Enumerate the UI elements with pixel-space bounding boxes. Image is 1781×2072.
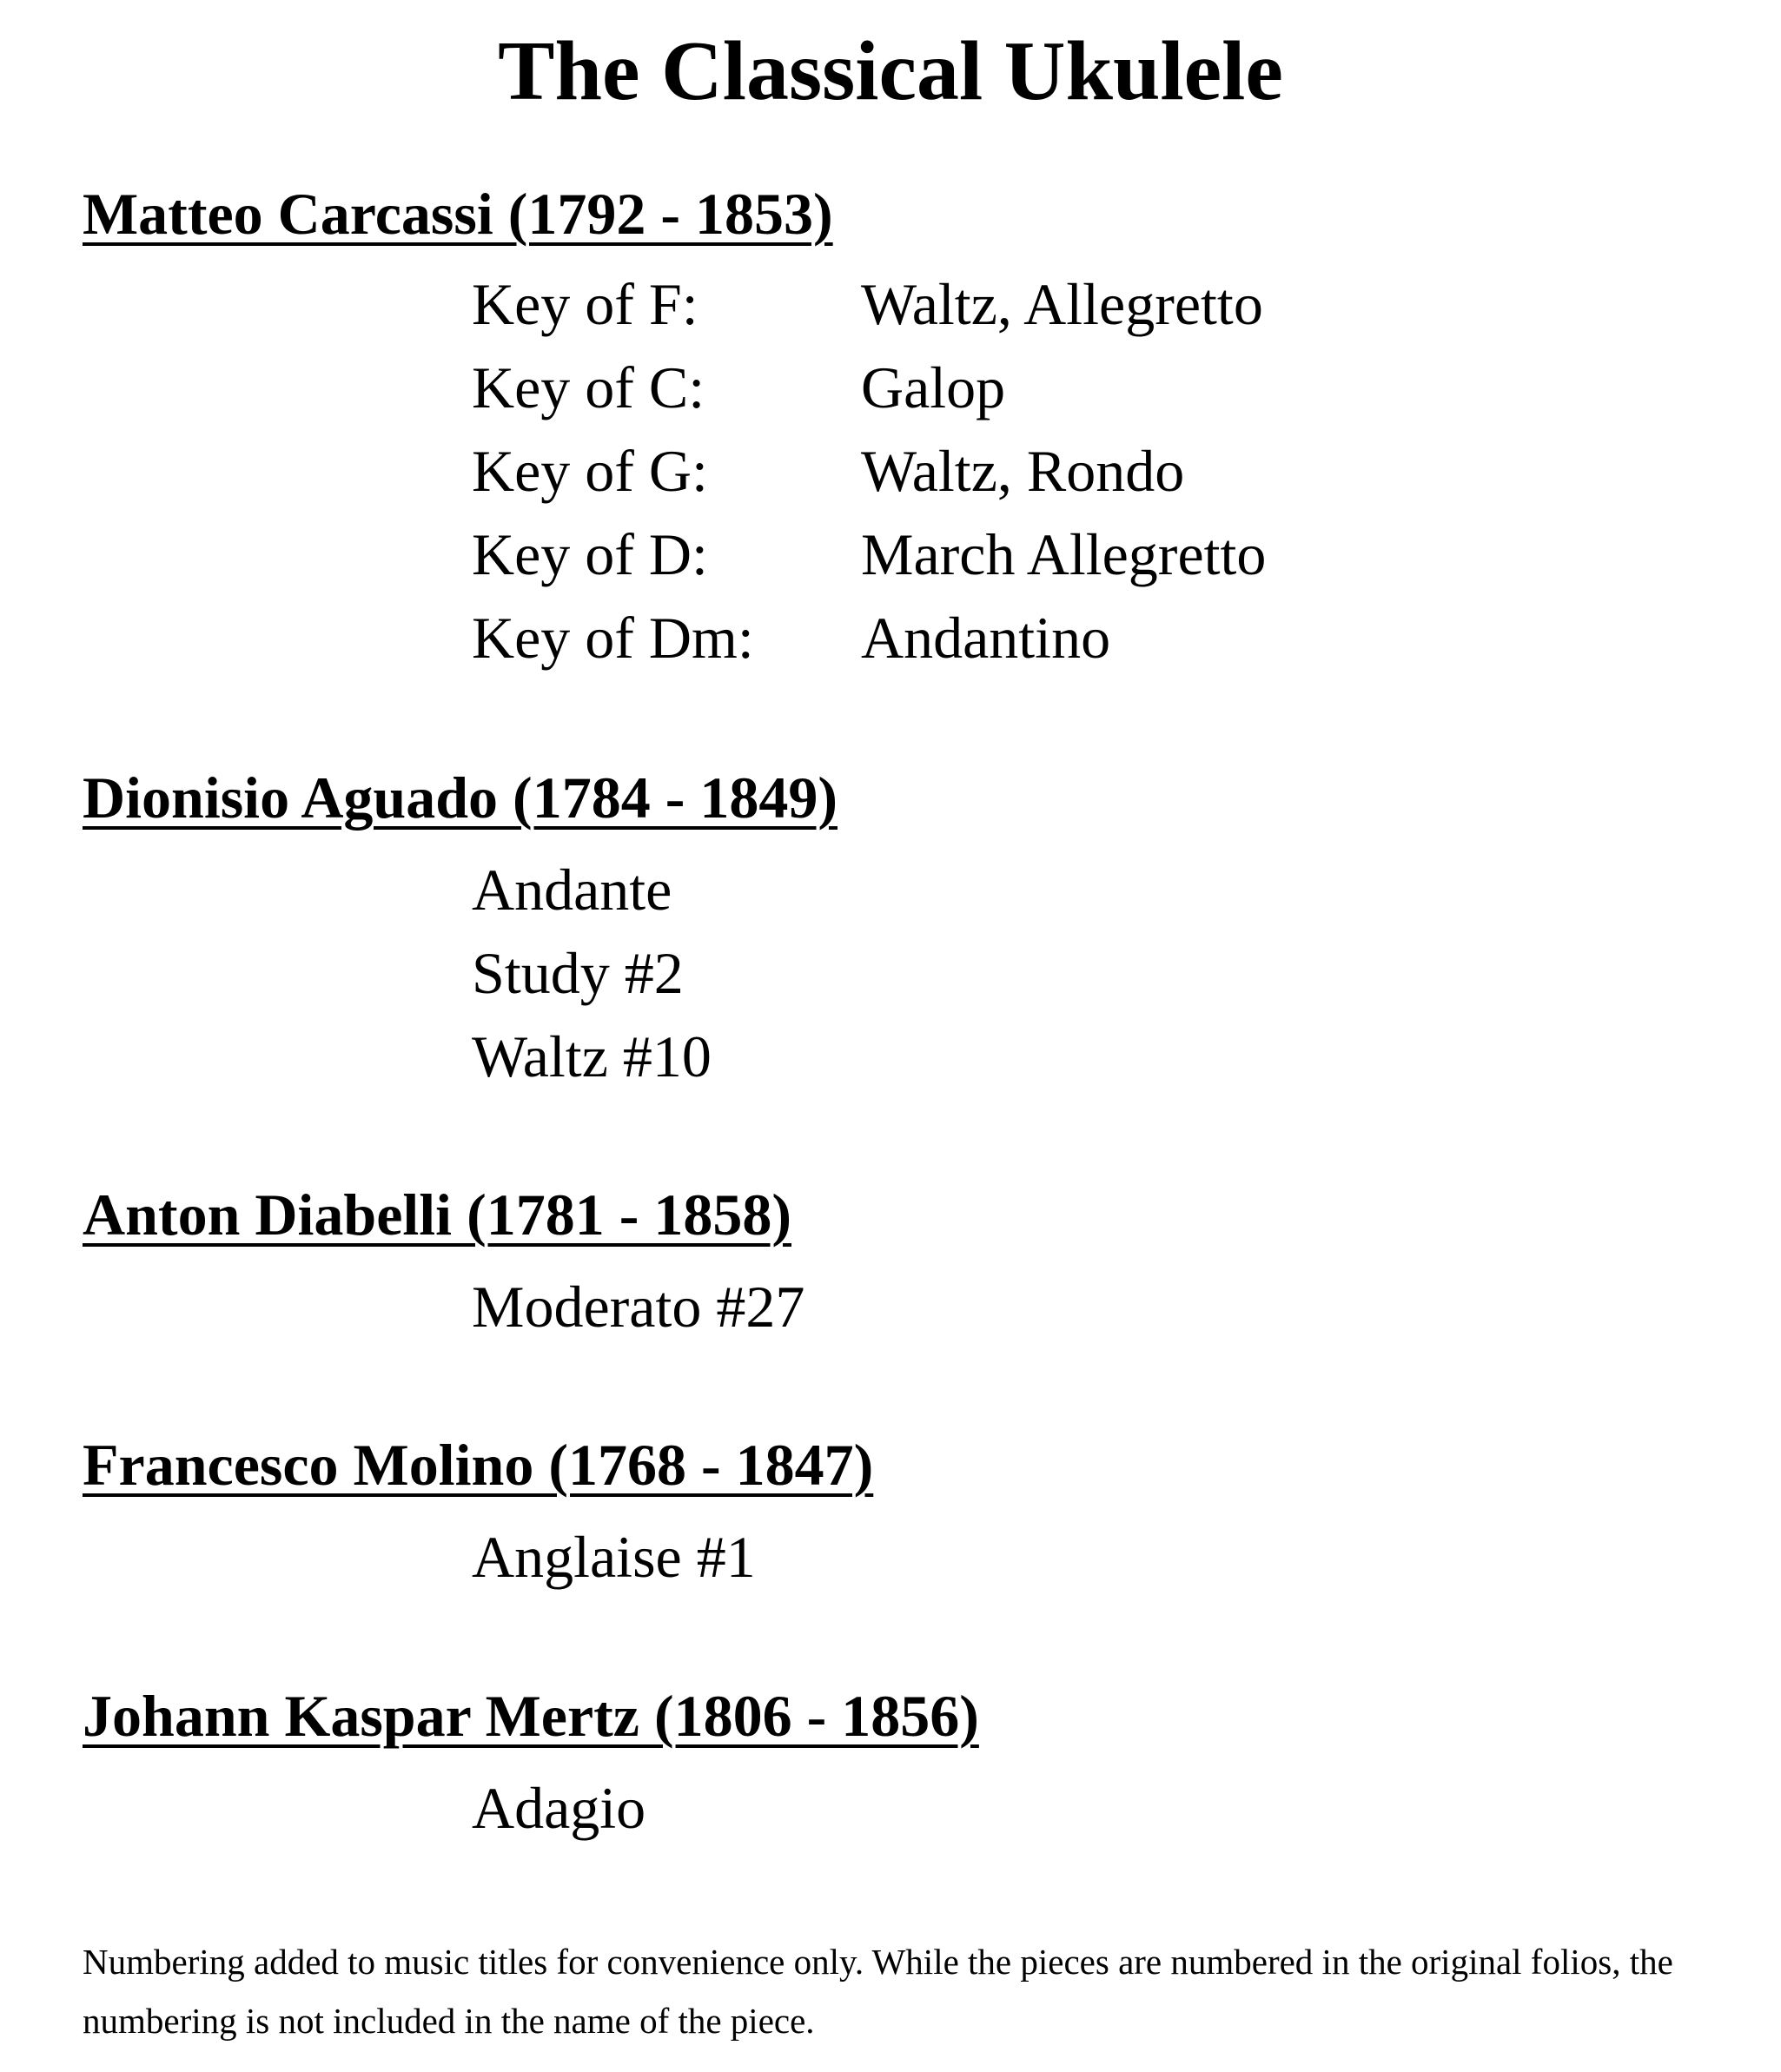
piece-name: Andante [472,857,672,923]
piece-name: Anglaise #1 [472,1524,756,1590]
piece-item [472,429,1266,513]
piece-name: Waltz #10 [472,1023,712,1089]
piece-key: Key of Dm: [472,605,754,671]
piece-key: Key of C: [472,354,705,420]
piece-name: Waltz, Rondo [861,438,1185,504]
piece-item [472,1515,756,1599]
piece-list-diabelli [472,1265,804,1348]
piece-list-mertz [472,1766,646,1850]
piece-item [472,1265,804,1348]
piece-name: Galop [861,354,1006,420]
piece-name: Andantino [861,605,1111,671]
piece-key: Key of D: [472,521,708,587]
piece-name: Adagio [472,1775,646,1841]
piece-list-aguado [472,848,712,1098]
piece-name: Study #2 [472,940,684,1006]
piece-item [472,513,1266,596]
composer-heading-carcassi: Matteo Carcassi (1792 - 1853) [83,181,833,247]
piece-list-molino [472,1515,756,1599]
composer-heading-aguado: Dionisio Aguado (1784 - 1849) [83,765,838,831]
piece-key: Key of F: [472,271,698,337]
piece-list-carcassi [472,262,1266,679]
piece-key: Key of G: [472,438,708,504]
piece-item [472,346,1266,429]
footnote: Numbering added to music titles for convenience only. While the pieces are numbered in the original folios, the numbering is not included in the name of the piece. [83,1942,1673,2041]
composer-heading-diabelli: Anton Diabelli (1781 - 1858) [83,1182,791,1248]
piece-item [472,848,712,931]
composer-heading-mertz: Johann Kaspar Mertz (1806 - 1856) [83,1683,979,1749]
piece-item [472,596,1266,679]
piece-name: Waltz, Allegretto [861,271,1263,337]
page-title: The Classical Ukulele [498,24,1283,118]
piece-item [472,1015,712,1098]
piece-name: Moderato #27 [472,1274,805,1340]
composer-heading-molino: Francesco Molino (1768 - 1847) [83,1432,874,1498]
piece-item [472,931,712,1015]
piece-name: March Allegretto [861,521,1267,587]
piece-item [472,262,1266,346]
piece-item [472,1766,646,1850]
